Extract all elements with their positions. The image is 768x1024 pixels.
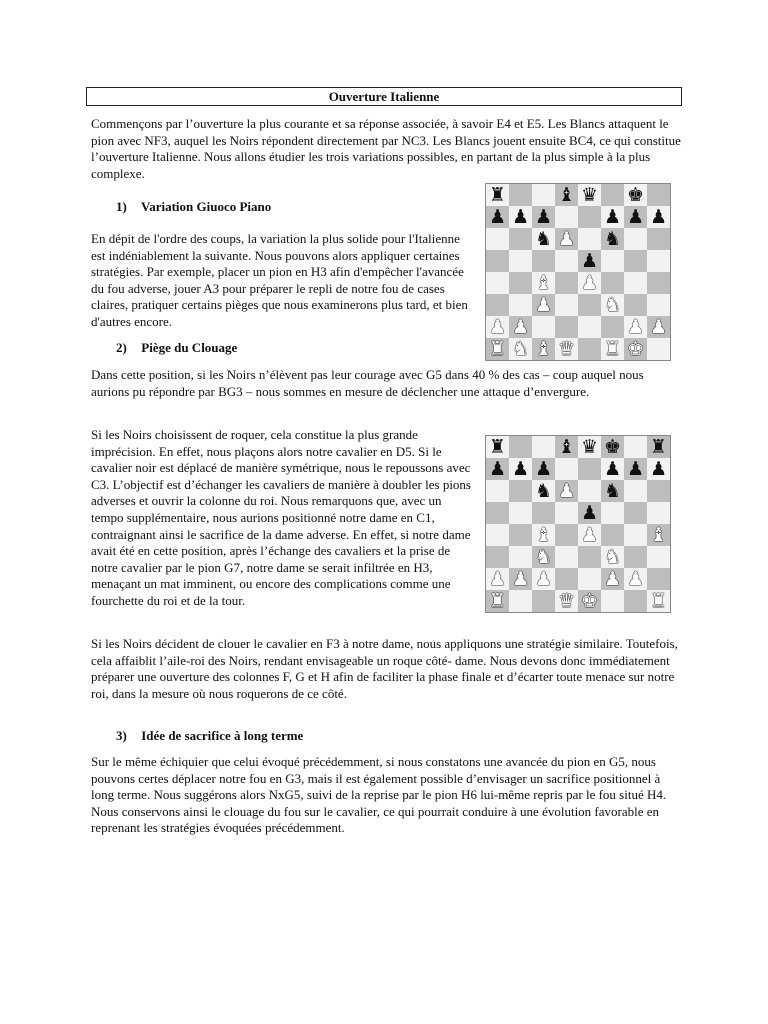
section-2-heading xyxy=(116,340,237,356)
white-pawn-icon: ♟ xyxy=(580,524,599,546)
chess-square xyxy=(509,228,532,250)
chess-square xyxy=(578,480,601,502)
white-pawn-icon: ♟ xyxy=(488,316,507,338)
chess-square xyxy=(578,524,601,546)
chess-square xyxy=(601,546,624,568)
black-rook-icon: ♜ xyxy=(488,184,507,206)
black-knight-icon: ♞ xyxy=(603,480,622,502)
chess-square xyxy=(647,228,670,250)
chess-square xyxy=(532,502,555,524)
chess-square xyxy=(647,272,670,294)
chess-square xyxy=(532,436,555,458)
chess-square xyxy=(578,546,601,568)
black-queen-icon: ♛ xyxy=(580,184,599,206)
chess-square xyxy=(555,568,578,590)
chess-square xyxy=(509,524,532,546)
chess-square xyxy=(601,228,624,250)
chess-square xyxy=(578,316,601,338)
chess-square xyxy=(555,480,578,502)
chess-square xyxy=(647,316,670,338)
chess-square xyxy=(624,590,647,612)
white-queen-icon: ♛ xyxy=(557,590,576,612)
chess-square xyxy=(486,436,509,458)
chess-square xyxy=(486,458,509,480)
black-pawn-icon: ♟ xyxy=(488,458,507,480)
section-2-paragraph-1: Dans cette position, si les Noirs n’élèvent pas leur courage avec G5 dans 40 % des cas – coup auquel nous aurions pu répondre par BG3 – nous sommes en mesure de déclencher une attaque d’envergure. xyxy=(91,367,644,399)
chess-square xyxy=(509,272,532,294)
black-pawn-icon: ♟ xyxy=(580,502,599,524)
chess-square xyxy=(509,458,532,480)
white-pawn-icon: ♟ xyxy=(649,316,668,338)
white-queen-icon: ♛ xyxy=(557,338,576,360)
chess-square xyxy=(486,524,509,546)
white-knight-icon: ♞ xyxy=(603,546,622,568)
chess-square xyxy=(647,294,670,316)
chess-square xyxy=(555,184,578,206)
black-king-icon: ♚ xyxy=(603,436,622,458)
section-1-paragraph: En dépit de l'ordre des coups, la variation la plus solide pour l'Italienne est indéniablement la suivante. Nous pouvons alors appliquer certaines stratégies. Par exemple, placer un pion en H3 afin d'empêcher l'avancée du fou adverse, jouer A3 pour préparer le repli de notre fou de cases claires, pratiquer certains pièges que nous examinerons plus tard, et bien d'autres encore. xyxy=(91,231,468,329)
chess-square xyxy=(601,502,624,524)
black-queen-icon: ♛ xyxy=(580,436,599,458)
white-rook-icon: ♜ xyxy=(603,338,622,360)
chess-square xyxy=(509,590,532,612)
chess-square xyxy=(486,206,509,228)
chess-square xyxy=(578,184,601,206)
chess-square xyxy=(555,316,578,338)
black-rook-icon: ♜ xyxy=(649,436,668,458)
white-pawn-icon: ♟ xyxy=(626,316,645,338)
chess-square xyxy=(647,480,670,502)
section-2-number: 2) xyxy=(116,340,127,355)
chess-square xyxy=(647,458,670,480)
chess-square xyxy=(486,184,509,206)
chess-square xyxy=(555,272,578,294)
black-pawn-icon: ♟ xyxy=(603,206,622,228)
chess-square xyxy=(601,480,624,502)
chess-square xyxy=(486,568,509,590)
chess-square xyxy=(555,546,578,568)
section-3-title: Idée de sacrifice à long terme xyxy=(141,728,304,743)
chess-square xyxy=(509,338,532,360)
chess-square xyxy=(532,590,555,612)
chess-square xyxy=(532,546,555,568)
black-knight-icon: ♞ xyxy=(534,480,553,502)
white-bishop-icon: ♝ xyxy=(649,524,668,546)
chess-square xyxy=(647,206,670,228)
chess-square xyxy=(555,436,578,458)
chess-square xyxy=(555,590,578,612)
section-1-title: Variation Giuoco Piano xyxy=(141,199,272,214)
chess-square xyxy=(601,458,624,480)
chess-square xyxy=(532,480,555,502)
white-pawn-icon: ♟ xyxy=(580,272,599,294)
chess-square xyxy=(509,436,532,458)
chess-square xyxy=(555,228,578,250)
white-pawn-icon: ♟ xyxy=(626,568,645,590)
chess-square xyxy=(578,228,601,250)
section-2-paragraph-3: Si les Noirs décident de clouer le cavalier en F3 à notre dame, nous appliquons une stratégie similaire. Toutefois, cela affaiblit l’aile-roi des Noirs, rendant envisageable un roque côté- dame. Nous devons donc immédiatement préparer une ouverture des colonnes F, G et H afin de faciliter la phase finale et d’écarter toute menace sur notre roi, dans la mesure où nous roquerons de ce côté. xyxy=(91,636,678,701)
chess-square xyxy=(578,250,601,272)
chess-square xyxy=(624,568,647,590)
chess-square xyxy=(509,316,532,338)
chess-square xyxy=(578,590,601,612)
black-pawn-icon: ♟ xyxy=(534,458,553,480)
chess-square xyxy=(509,546,532,568)
chess-square xyxy=(509,184,532,206)
chess-square xyxy=(486,590,509,612)
white-pawn-icon: ♟ xyxy=(557,480,576,502)
chess-square xyxy=(532,458,555,480)
chess-square xyxy=(509,480,532,502)
chess-square xyxy=(555,206,578,228)
chess-square xyxy=(647,436,670,458)
chess-square xyxy=(486,250,509,272)
chess-square xyxy=(532,316,555,338)
chess-square xyxy=(578,568,601,590)
black-bishop-icon: ♝ xyxy=(557,184,576,206)
chess-square xyxy=(509,206,532,228)
white-pawn-icon: ♟ xyxy=(511,316,530,338)
chess-square xyxy=(624,206,647,228)
chess-square xyxy=(624,480,647,502)
chess-square xyxy=(601,294,624,316)
chess-square xyxy=(647,524,670,546)
chess-square xyxy=(578,206,601,228)
chess-square xyxy=(509,250,532,272)
chess-square xyxy=(532,524,555,546)
chess-square xyxy=(509,568,532,590)
white-rook-icon: ♜ xyxy=(649,590,668,612)
chess-square xyxy=(624,436,647,458)
chess-square xyxy=(532,272,555,294)
chess-square xyxy=(578,458,601,480)
chess-square xyxy=(532,294,555,316)
chess-square xyxy=(624,184,647,206)
white-king-icon: ♚ xyxy=(626,338,645,360)
white-king-icon: ♚ xyxy=(580,590,599,612)
white-bishop-icon: ♝ xyxy=(534,524,553,546)
black-pawn-icon: ♟ xyxy=(626,458,645,480)
section-2-paragraph-2: Si les Noirs choisissent de roquer, cela constitue la plus grande imprécision. En effet, nous plaçons alors notre cavalier en D5. Si le cavalier noir est déplacé de manière symétrique, nous le repoussons avec C3. L’objectif est d’échanger les cavaliers de manière à doubler les pions adverses et ouvrir la colonne du roi. Nous remarquons que, avec un tempo supplémentaire, nous aurions positionné notre dame en C1, contraignant ainsi le sacrifice de la dame adverse. En effet, si notre dame avait été en cette position, après l’échange des cavaliers et la prise de notre cavalier par le pion G7, notre dame se serait infiltrée en H3, menaçant un mat imminent, ou encore des complications comme une fourchette du roi et de la tour. xyxy=(91,427,471,608)
section-3-number: 3) xyxy=(116,728,127,743)
chess-square xyxy=(578,338,601,360)
black-rook-icon: ♜ xyxy=(488,436,507,458)
chessboard-clouage xyxy=(485,435,671,613)
chess-square xyxy=(532,250,555,272)
chess-square xyxy=(486,480,509,502)
chess-square xyxy=(555,250,578,272)
chess-square xyxy=(486,546,509,568)
chess-square xyxy=(624,458,647,480)
chess-square xyxy=(624,316,647,338)
chess-square xyxy=(486,272,509,294)
chess-square xyxy=(624,250,647,272)
chess-square xyxy=(555,338,578,360)
section-2-title: Piège du Clouage xyxy=(141,340,238,355)
chess-square xyxy=(532,338,555,360)
chess-square xyxy=(601,436,624,458)
chess-square xyxy=(532,228,555,250)
black-pawn-icon: ♟ xyxy=(603,458,622,480)
black-pawn-icon: ♟ xyxy=(649,458,668,480)
white-pawn-icon: ♟ xyxy=(603,568,622,590)
chess-square xyxy=(578,436,601,458)
black-pawn-icon: ♟ xyxy=(580,250,599,272)
chess-square xyxy=(601,524,624,546)
chess-square xyxy=(624,502,647,524)
section-1-number: 1) xyxy=(116,199,127,214)
chess-square xyxy=(647,338,670,360)
chess-square xyxy=(509,294,532,316)
chess-square xyxy=(647,502,670,524)
chess-square xyxy=(532,206,555,228)
white-pawn-icon: ♟ xyxy=(534,568,553,590)
chess-square xyxy=(532,184,555,206)
chess-square xyxy=(555,524,578,546)
black-knight-icon: ♞ xyxy=(534,228,553,250)
chess-square xyxy=(509,502,532,524)
chess-square xyxy=(624,546,647,568)
chess-square xyxy=(647,590,670,612)
black-king-icon: ♚ xyxy=(626,184,645,206)
document-title: Ouverture Italienne xyxy=(86,87,682,106)
white-pawn-icon: ♟ xyxy=(557,228,576,250)
chess-square xyxy=(555,458,578,480)
chess-square xyxy=(486,228,509,250)
chess-square xyxy=(555,294,578,316)
black-pawn-icon: ♟ xyxy=(488,206,507,228)
chess-square xyxy=(624,338,647,360)
chess-square xyxy=(532,568,555,590)
chess-square xyxy=(486,502,509,524)
chessboard-giuoco-piano xyxy=(485,183,671,361)
intro-paragraph: Commençons par l’ouverture la plus courante et sa réponse associée, à savoir E4 et E5. Les Blancs attaquent le pion avec NF3, auquel les Noirs répondent directement par NC3. Les Blancs jouent ensuite BC4, ce qui constitue l’ouverture Italienne. Nous allons étudier les trois variations possibles, en partant de la plus simple à la plus complexe. xyxy=(91,116,681,181)
chess-square xyxy=(647,250,670,272)
white-pawn-icon: ♟ xyxy=(488,568,507,590)
black-pawn-icon: ♟ xyxy=(511,458,530,480)
chess-square xyxy=(624,524,647,546)
chess-square xyxy=(486,338,509,360)
chess-square xyxy=(486,294,509,316)
chess-square xyxy=(578,272,601,294)
chess-square xyxy=(601,272,624,294)
white-knight-icon: ♞ xyxy=(511,338,530,360)
black-knight-icon: ♞ xyxy=(603,228,622,250)
white-rook-icon: ♜ xyxy=(488,338,507,360)
chess-square xyxy=(486,316,509,338)
chess-square xyxy=(624,294,647,316)
chess-square xyxy=(555,502,578,524)
section-3-paragraph: Sur le même échiquier que celui évoqué précédemment, si nous constatons une avancée du pion en G5, nous pouvons certes déplacer notre fou en G3, mais il est également possible d’envisager un sacrifice positionnel à long terme. Nous suggérons alors NxG5, suivi de la reprise par le pion H6 lui-même repris par le fou situé H4. Nous conservons ainsi le clouage du fou sur le cavalier, ce qui pourrait conduire à une évolution favorable en reprenant les stratégies évoquées précédemment. xyxy=(91,754,667,836)
chess-square xyxy=(601,184,624,206)
black-pawn-icon: ♟ xyxy=(626,206,645,228)
white-pawn-icon: ♟ xyxy=(511,568,530,590)
chess-square xyxy=(601,590,624,612)
white-bishop-icon: ♝ xyxy=(534,338,553,360)
chess-square xyxy=(601,338,624,360)
black-pawn-icon: ♟ xyxy=(649,206,668,228)
chess-square xyxy=(601,316,624,338)
chess-square xyxy=(647,568,670,590)
white-bishop-icon: ♝ xyxy=(534,272,553,294)
white-rook-icon: ♜ xyxy=(488,590,507,612)
section-3-heading xyxy=(116,728,303,744)
chess-square xyxy=(647,184,670,206)
chess-square xyxy=(578,294,601,316)
chess-square xyxy=(624,228,647,250)
chess-square xyxy=(601,206,624,228)
black-bishop-icon: ♝ xyxy=(557,436,576,458)
chess-square xyxy=(601,568,624,590)
white-knight-icon: ♞ xyxy=(603,294,622,316)
chess-square xyxy=(578,502,601,524)
white-pawn-icon: ♟ xyxy=(534,294,553,316)
chess-square xyxy=(647,546,670,568)
chess-square xyxy=(601,250,624,272)
white-knight-icon: ♞ xyxy=(534,546,553,568)
black-pawn-icon: ♟ xyxy=(511,206,530,228)
section-1-heading xyxy=(116,199,271,215)
chess-square xyxy=(624,272,647,294)
black-pawn-icon: ♟ xyxy=(534,206,553,228)
